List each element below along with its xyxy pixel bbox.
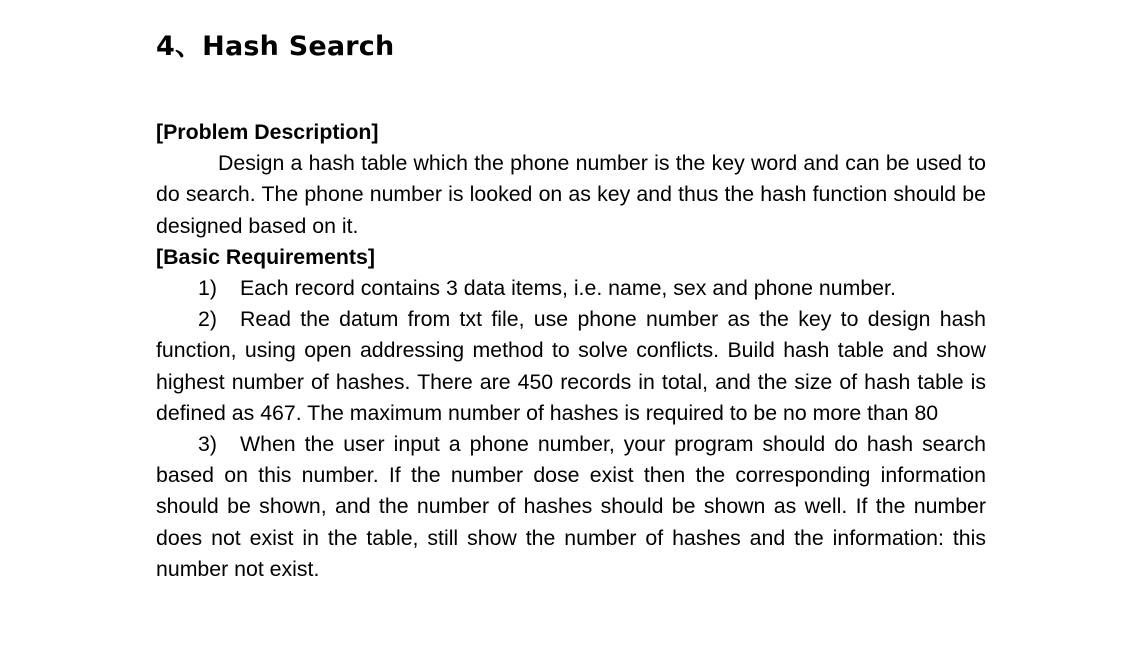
requirement-item-2 [156,304,986,429]
requirement-number: 3) [198,432,217,457]
requirement-item-3 [156,429,986,585]
requirement-item-1 [156,273,986,304]
requirement-text: Read the datum from txt file, use phone number as the key to design hash function, using open addressing method to solve conflicts. Build hash table and show highest number of hashes. There are 450 records in total, and the size of hash table is defined as 467. The maximum number of hashes is required to be no more than 80 [156,307,986,425]
section-title: 4、Hash Search [156,31,395,62]
problem-description-heading: [Problem Description] [156,120,379,144]
document-body [156,117,986,585]
requirement-text: When the user input a phone number, your program should do hash search based on this number. If the number dose exist then the corresponding information should be shown, and the number of hashes should be shown as well. If the number does not exist in the table, still show the number of hashes and the information: this number not exist. [156,432,986,581]
requirement-text: Each record contains 3 data items, i.e. name, sex and phone number. [240,276,896,301]
problem-description-text: Design a hash table which the phone number is the key word and can be used to do search. The phone number is looked on as key and thus the hash function should be designed based on it. [156,151,986,238]
requirement-number: 1) [198,276,217,301]
requirement-number: 2) [198,307,217,332]
basic-requirements-heading: [Basic Requirements] [156,244,375,269]
